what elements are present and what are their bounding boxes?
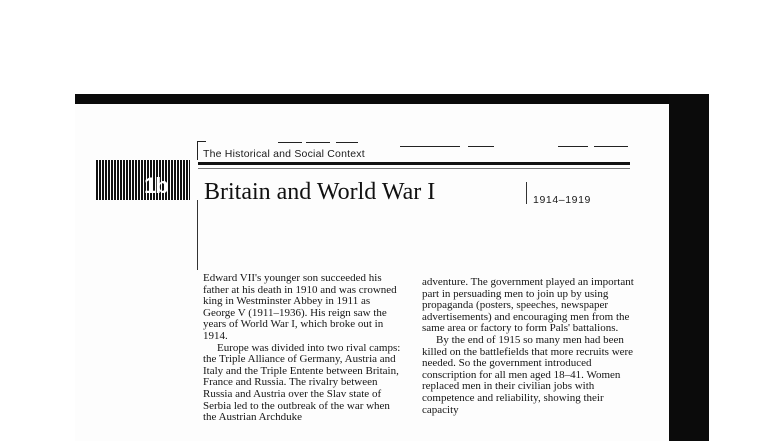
paragraph: Edward VII's younger son succeeded his father at his death in 1910 and was crowned king in Westminster Abbey in 1911 as George V (1911–1936). His reign saw the years of World War I, which broke out in 1914.: [203, 272, 397, 342]
margin-rule: [197, 200, 198, 270]
paragraph: By the end of 1915 so many men had been killed on the battlefields that more recruits were needed. So the government introduced conscription for all men aged 18–41. Women replaced men in their civilian jobs with competence and reliability, showing their capacity: [422, 333, 634, 416]
header-dash: [400, 146, 460, 147]
chapter-title: Britain and World War I: [204, 179, 436, 205]
header-dash: [278, 142, 302, 143]
body-column-left: [203, 273, 403, 424]
section-label: The Historical and Social Context: [203, 148, 365, 160]
heading-rule: [198, 162, 630, 165]
scan-dark-border-top: [75, 94, 709, 104]
heading-rule-thin: [198, 168, 630, 169]
header-dash: [558, 146, 588, 147]
chapter-tab: [96, 160, 190, 200]
header-dash: [336, 142, 358, 143]
date-divider: [526, 182, 527, 204]
date-range: 1914–1919: [533, 194, 591, 206]
chapter-number: 1b: [144, 173, 168, 198]
header-dash: [468, 146, 494, 147]
body-column-right: [422, 277, 637, 416]
scan-dark-border-right: [669, 94, 709, 441]
paragraph: Europe was divided into two rival camps: the Triple Alliance of Germany, Austria and Italy and the Triple Entente between Britain, France and Russia. The rivalry between Russia and Austria over the Slav state of Serbia led to the outbreak of the war when the Austrian Archduke: [203, 341, 401, 424]
header-dash: [594, 146, 628, 147]
paragraph: adventure. The government played an important part in persuading men to join up by using propaganda (posters, speeches, newspaper advertisements) and encouraging men from the same area or factory to form Pals' battalions.: [422, 276, 634, 335]
header-dash: [306, 142, 330, 143]
